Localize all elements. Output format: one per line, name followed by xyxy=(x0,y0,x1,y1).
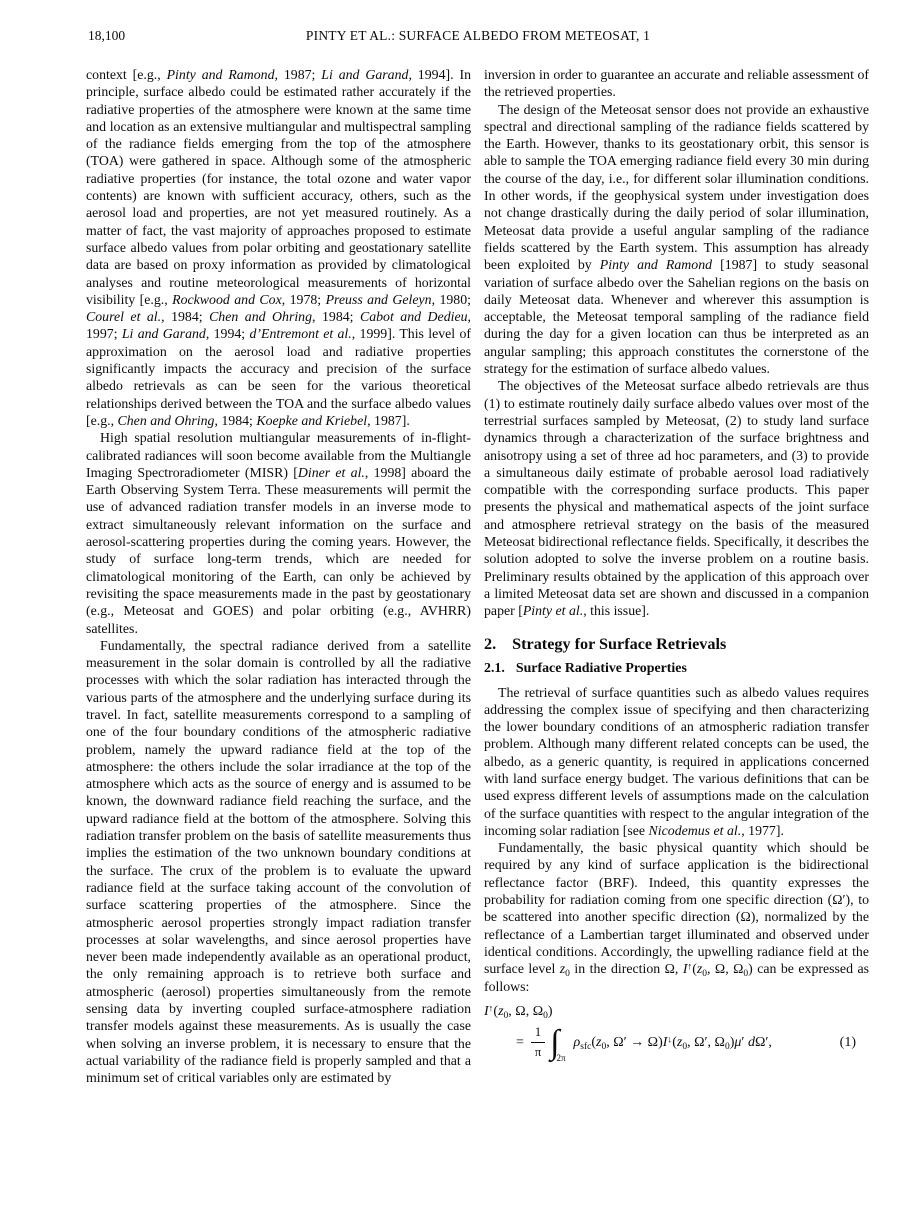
fraction-numerator: 1 xyxy=(531,1024,545,1043)
equation-number: (1) xyxy=(839,1035,856,1051)
section-heading xyxy=(484,634,869,654)
equation-lhs: $I^↑(z_0$, Ω, $\Omega_0$) xyxy=(484,1003,553,1021)
paragraph: Fundamentally, the spectral radiance derived from a satellite measurement in the solar domain is controlled by all the radiative processes with which the solar radiation has interacted through the various parts of the atmosphere and the underlying surface during its travel. In fact, satellite measurements correspond to a sampling of one of the four boundary conditions of the atmospheric radiative problem, namely the upward radiance field at the top of the atmosphere: the others include the solar irradiance at the top of the atmosphere which acts as the source of energy and is assumed to be known, the downward radiance field reaching the surface, and the upward radiance field at the bottom of the atmosphere. Solving this radiation transfer problem on the basis of satellite measurements thus implies the estimation of the two unknown boundary conditions at the surface. The crux of the problem is to evaluate the upward radiance field at the surface taking account of the convolution of surface scattering properties of the atmosphere. Since the atmospheric aerosol properties strongly impact radiation transfer processes at solar wavelengths, and since aerosol properties have never been made independently available as an operational product, the only remaining approach is to retrieve both surface and atmospheric (aerosol) properties simultaneously from the remote sensing data by inverting coupled surface-atmosphere radiation transfer models against these measurements. As is usually the case when solving an inverse problem, it is necessary to ensure that the actual variability of the radiance field is properly sampled and that a minimum set of critical variables only are estimated by xyxy=(86,637,471,1086)
paragraph: High spatial resolution multiangular measurements of in-flight-calibrated radiances will soon become available from the Multiangle Imaging Spectroradiometer (MISR) [Diner et al., 1998] aboard the Earth Observing System Terra. These measurements will permit the use of advanced radiation transfer models in an inverse mode to extract simultaneously relevant information on the surface and aerosol-scattering properties during the coming years. However, the study of surface long-term trends, which are needed for climatological monitoring of the Earth, can only be achieved by revisiting the space measurements made in the past by geostationary (e.g., Meteosat and GOES) and polar orbiting (e.g., AVHRR) satellites. xyxy=(86,430,471,636)
paragraph: The retrieval of surface quantities such as albedo values requires addressing the complex issue of specifying and then characterizing the lower boundary conditions of an atmospheric radiation transfer problem. Although many different related concepts can be used, the albedo, as a generic quantity, is required in applications concerned with land surface energy budget. The various definitions that can be used express different levels of assumptions made on the calculation of the surface quantities with respect to the angular integration of the incoming solar radiation [see Nicodemus et al., 1977]. xyxy=(484,684,869,838)
left-column xyxy=(86,66,471,1087)
paragraph: The objectives of the Meteosat surface albedo retrievals are thus (1) to estimate routinely daily surface albedo values over most of the terrestrial surfaces sampled by Meteosat, (2) to study land surface dynamics through a characterization of the surface brightness and anisotropy using a set of three ad hoc parameters, and (3) to provide a simultaneous daily estimate of probable aerosol load radiatively compatible with the corresponding surface products. This paper presents the physical and mathematical aspects of the joint surface and atmosphere retrieval strategy on the basis of the measured Meteosat bidirectional reflectance fields. Specifically, it describes the solution adopted to solve the inverse problem on a routine basis. Preliminary results obtained by the application of this approach over a limited Meteosat data set are shown and discussed in a companion paper [Pinty et al., this issue]. xyxy=(484,378,869,619)
right-column xyxy=(484,66,869,1062)
heading-title: Surface Radiative Properties xyxy=(515,660,687,676)
page-number: 18,100 xyxy=(88,28,126,43)
heading-title: Strategy for Surface Retrievals xyxy=(512,634,727,653)
integral-symbol xyxy=(550,1023,566,1063)
paragraph: context [e.g., Pinty and Ramond, 1987; Li and Garand, 1994]. In principle, surface albedo could be estimated rather accurately if the radiative properties of the atmosphere were known at the same time and location as an extensive multiangular and multispectral sampling of the radiance fields emerging from the top of the atmosphere (TOA) were gathered in space. Although some of the atmospheric radiative properties (for instance, the total ozone and water vapor contents) are known with sufficient accuracy, others, such as the aerosol load and properties, are not yet measured routinely. As a matter of fact, the vast majority of approaches proposed to estimate surface albedo values from polar orbiting and geostationary satellite data are based on proxy information as provided by climatological analyses and routine meteorological measurements of horizontal visibility [e.g., Rockwood and Cox, 1978; Preuss and Geleyn, 1980; Courel et al., 1984; Chen and Ohring, 1984; Cabot and Dedieu, 1997; Li and Garand, 1994; d’Entremont et al., 1999]. This level of approximation on the aerosol load and radiative properties significantly impacts the accuracy and precision of the surface albedo retrievals as can be seen for the various theoretical relationships derived between the TOA and the surface albedo values [e.g., Chen and Ohring, 1984; Koepke and Kriebel, 1987]. xyxy=(86,67,471,428)
equation-1 xyxy=(484,1003,869,1062)
equation-main xyxy=(484,1024,869,1062)
equals-sign: = xyxy=(516,1035,524,1051)
fraction-one-over-pi xyxy=(531,1024,545,1062)
page-header xyxy=(86,28,870,46)
running-title: PINTY ET AL.: SURFACE ALBEDO FROM METEOSAT, 1 xyxy=(305,28,651,43)
heading-number: 2. xyxy=(484,634,497,653)
two-column-body xyxy=(86,66,870,1087)
paragraph: The design of the Meteosat sensor does not provide an exhaustive spectral and directional sampling of the radiance fields scattered by the Earth. However, thanks to its geostationary orbit, this sensor is able to sample the TOA emerging radiance field every 30 min during the course of the day, i.e., for different solar illumination conditions. In other words, if the geophysical system under investigation does not change drastically during the daily period of solar illumination, Meteosat data provide a useful angular sampling of the radiance fields scattered by the Earth system. This assumption has already been exploited by Pinty and Ramond [1987] to study seasonal variation of surface albedo over the Sahelian regions on the basis on daily Meteosat data. Whenever and wherever this assumption is acceptable, the Meteosat temporal sampling of the radiance field during the day for a given location can thus be interpreted as an angular sampling; this approach constitutes the cornerstone of the strategy for the estimation of surface albedo values. xyxy=(484,101,870,377)
equation-expression xyxy=(516,1024,772,1062)
paragraph: inversion in order to guarantee an accurate and reliable assessment of the retrieved properties. xyxy=(484,67,869,100)
integrand: $\rho_{sfc}(z_0$, $\Omega' \to \Omega)I^↓(z_0$, Ω′, $\Omega_0)\mu'$ dΩ′, xyxy=(573,1035,772,1053)
integral-sign: ∫ xyxy=(550,1023,560,1061)
integral-lower-bound: 2π xyxy=(556,1052,566,1063)
subsection-heading xyxy=(484,660,869,677)
paragraph: Fundamentally, the basic physical quantity which should be required by any kind of surface application is the bidirectional reflectance factor (BRF). Indeed, this quantity expresses the probability for radiation coming from one specific direction (Ω′), to be scattered into another specific direction (Ω), normalized by the reflectance of a Lambertian target illuminated and observed under identical conditions. Accordingly, the upwelling radiance field at the surface level $z_0$ in the direction Ω, $I^↑(z_0$, Ω, $\Omega_0$) can be expressed as follows: xyxy=(484,840,869,994)
fraction-denominator: π xyxy=(534,1045,542,1060)
heading-number: 2.1. xyxy=(484,660,505,676)
